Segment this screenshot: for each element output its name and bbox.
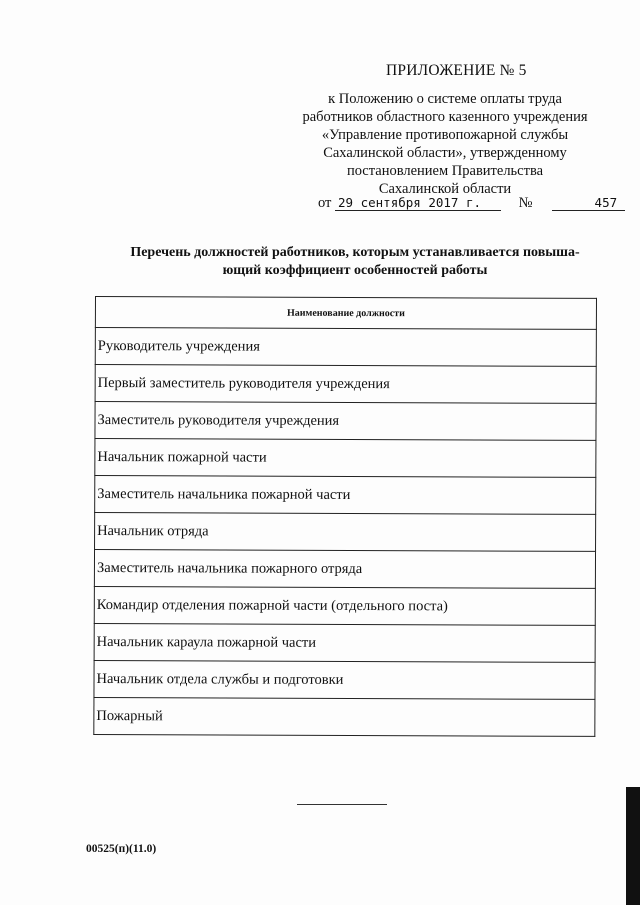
table-row [95, 365, 596, 404]
position-cell: Заместитель начальника пожарной части [95, 476, 596, 515]
column-header-position: Наименование должности [95, 297, 596, 330]
position-cell: Командир отделения пожарной части (отдельного поста) [94, 586, 595, 625]
table-row [95, 439, 596, 478]
scan-edge-mark [626, 787, 640, 905]
end-rule [297, 804, 387, 805]
reference-line: «Управление противопожарной службы [321, 127, 569, 143]
date-number-row [318, 195, 625, 212]
position-cell: Начальник отряда [95, 513, 596, 552]
document-code: 00525(п)(11.0) [86, 843, 157, 855]
reference-line: Сахалинской области», утвержденному [323, 145, 567, 161]
position-cell: Заместитель руководителя учреждения [95, 402, 596, 441]
table-row [95, 402, 596, 441]
reference-line: Сахалинской области [378, 181, 512, 197]
title-line: ющий коэффициент особенностей работы [222, 263, 488, 278]
table-row [94, 660, 595, 699]
appendix-title: ПРИЛОЖЕНИЕ № 5 [386, 62, 527, 79]
document-title [100, 244, 610, 280]
table-row [94, 623, 595, 662]
position-cell: Начальник отдела службы и подготовки [94, 660, 595, 699]
position-cell: Начальник караула пожарной части [94, 623, 595, 662]
reference-line: работников областного казенного учреждения [302, 109, 588, 125]
position-cell: Начальник пожарной части [95, 439, 596, 478]
document-number: 457 [552, 196, 625, 211]
position-cell: Пожарный [94, 697, 595, 736]
table-row [94, 550, 595, 589]
positions-table [93, 296, 597, 737]
position-cell: Руководитель учреждения [95, 328, 596, 367]
position-cell: Заместитель начальника пожарного отряда [94, 550, 595, 589]
table-row [94, 586, 595, 625]
table-row [95, 328, 596, 367]
table-row [94, 697, 595, 736]
date-prefix: от [318, 195, 332, 211]
reference-line: постановлением Правительства [346, 163, 544, 179]
table-header-row [95, 297, 596, 330]
table-row [95, 513, 596, 552]
position-cell: Первый заместитель руководителя учреждения [95, 365, 596, 404]
reference-line: к Положению о системе оплаты труда [328, 91, 562, 107]
title-line: Перечень должностей работников, которым устанавливается повыша- [130, 245, 580, 260]
table-row [95, 476, 596, 515]
number-sign: № [518, 195, 533, 211]
appendix-reference-block [300, 90, 590, 198]
date-value: 29 сентября 2017 г. [335, 196, 501, 211]
